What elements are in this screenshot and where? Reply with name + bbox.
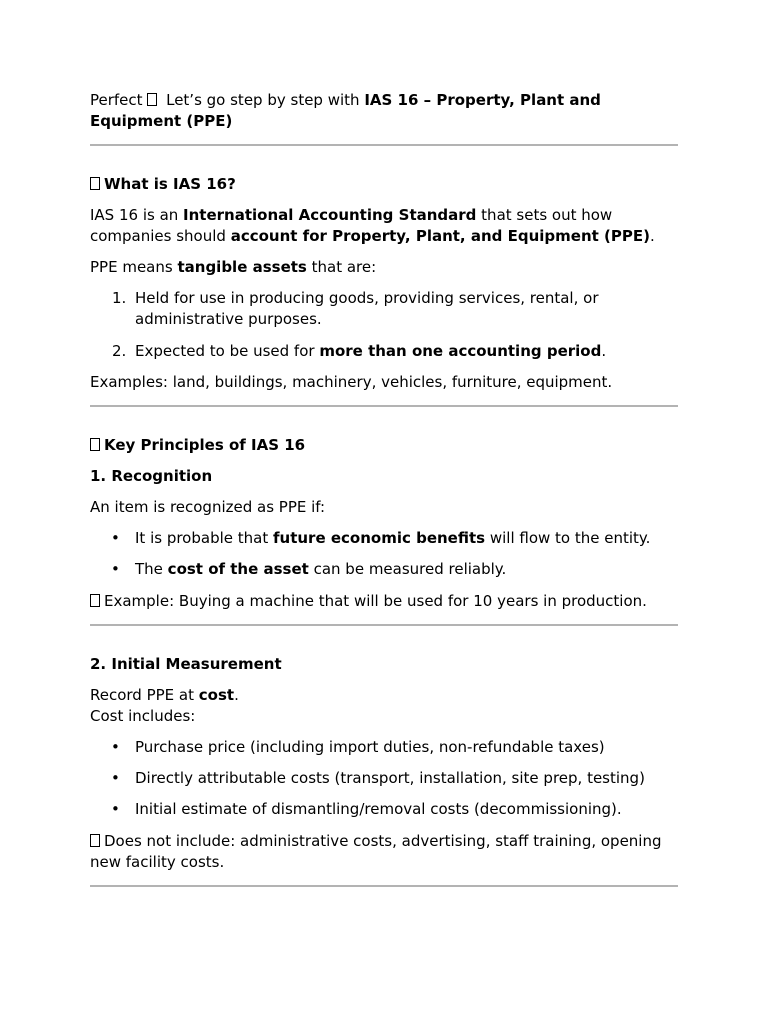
divider <box>90 405 678 407</box>
note-text: Does not include: administrative costs, advertising, staff training, opening new facility costs. <box>90 832 662 871</box>
bullet-bold: future economic benefits <box>273 529 486 547</box>
emoji-placeholder-icon <box>147 93 157 106</box>
list-item <box>90 341 678 362</box>
cost-includes-text: Cost includes: <box>90 707 196 725</box>
does-not-include-note <box>90 831 678 873</box>
bullet-text-a: The <box>135 560 168 578</box>
example-text: Example: Buying a machine that will be used for 10 years in production. <box>104 592 647 610</box>
list-item-text: Held for use in producing goods, providing services, rental, or administrative purposes. <box>135 289 599 328</box>
ppe-text-a: PPE means <box>90 258 178 276</box>
divider <box>90 624 678 626</box>
emoji-placeholder-icon <box>90 177 100 190</box>
bullet-text-c: can be measured reliably. <box>308 560 507 578</box>
recognition-example <box>90 591 678 612</box>
bullet-icon: • <box>111 738 120 756</box>
list-number: 1. <box>112 289 127 307</box>
list-item-bold: more than one accounting period <box>319 342 602 360</box>
bullet-icon: • <box>111 769 120 787</box>
section-heading-key-principles <box>90 435 678 456</box>
list-item <box>90 799 678 820</box>
bullet-text: Initial estimate of dismantling/removal costs (decommissioning). <box>135 800 622 818</box>
list-item <box>90 768 678 789</box>
intro-paragraph <box>90 90 678 132</box>
bullet-icon: • <box>111 560 120 578</box>
subheading-recognition: 1. Recognition <box>90 467 213 485</box>
examples-paragraph: Examples: land, buildings, machinery, vehicles, furniture, equipment. <box>90 373 613 391</box>
record-bold: cost <box>198 686 235 704</box>
bullet-bold: cost of the asset <box>167 560 309 578</box>
emoji-placeholder-icon <box>90 438 100 451</box>
def-text-a: IAS 16 is an <box>90 206 184 224</box>
section1-heading-text: What is IAS 16? <box>104 175 236 193</box>
list-item <box>90 528 678 549</box>
bullet-icon: • <box>111 529 120 547</box>
list-item <box>90 559 678 580</box>
bullet-icon: • <box>111 800 120 818</box>
def-text-e: . <box>649 227 655 245</box>
bullet-text: Purchase price (including import duties, non-refundable taxes) <box>135 738 605 756</box>
def-text-c: that sets out how companies should <box>90 206 613 245</box>
list-number: 2. <box>112 342 127 360</box>
section-heading-what-is <box>90 174 678 195</box>
ppe-means-paragraph <box>90 257 678 278</box>
ppe-criteria-list <box>90 288 678 362</box>
cost-includes-bullets <box>90 737 678 820</box>
ppe-text-c: that are: <box>306 258 377 276</box>
emoji-placeholder-icon <box>90 834 100 847</box>
bullet-text-a: It is probable that <box>135 529 273 547</box>
subheading-initial-measurement: 2. Initial Measurement <box>90 655 282 673</box>
section2-heading-text: Key Principles of IAS 16 <box>104 436 306 454</box>
def-bold-b: International Accounting Standard <box>183 206 477 224</box>
record-text-c: . <box>234 686 239 704</box>
record-text-a: Record PPE at <box>90 686 199 704</box>
def-bold-d: account for Property, Plant, and Equipment (PPE) <box>230 227 650 245</box>
document-content <box>90 90 678 887</box>
list-item <box>90 288 678 330</box>
list-item-text-end: . <box>601 342 607 360</box>
definition-paragraph <box>90 205 678 247</box>
intro-bold: IAS 16 – Property, Plant and Equipment (PPE) <box>90 91 601 130</box>
record-ppe-paragraph <box>90 685 678 727</box>
list-item <box>90 737 678 758</box>
recognition-bullets <box>90 528 678 580</box>
bullet-text-c: will flow to the entity. <box>485 529 651 547</box>
divider <box>90 144 678 146</box>
recognition-intro: An item is recognized as PPE if: <box>90 498 326 516</box>
emoji-placeholder-icon <box>90 594 100 607</box>
divider <box>90 885 678 887</box>
list-item-text: Expected to be used for <box>135 342 320 360</box>
bullet-text: Directly attributable costs (transport, installation, site prep, testing) <box>135 769 645 787</box>
intro-text: Let’s go step by step with <box>161 91 365 109</box>
ppe-bold-b: tangible assets <box>177 258 307 276</box>
intro-prefix: Perfect <box>90 91 143 109</box>
